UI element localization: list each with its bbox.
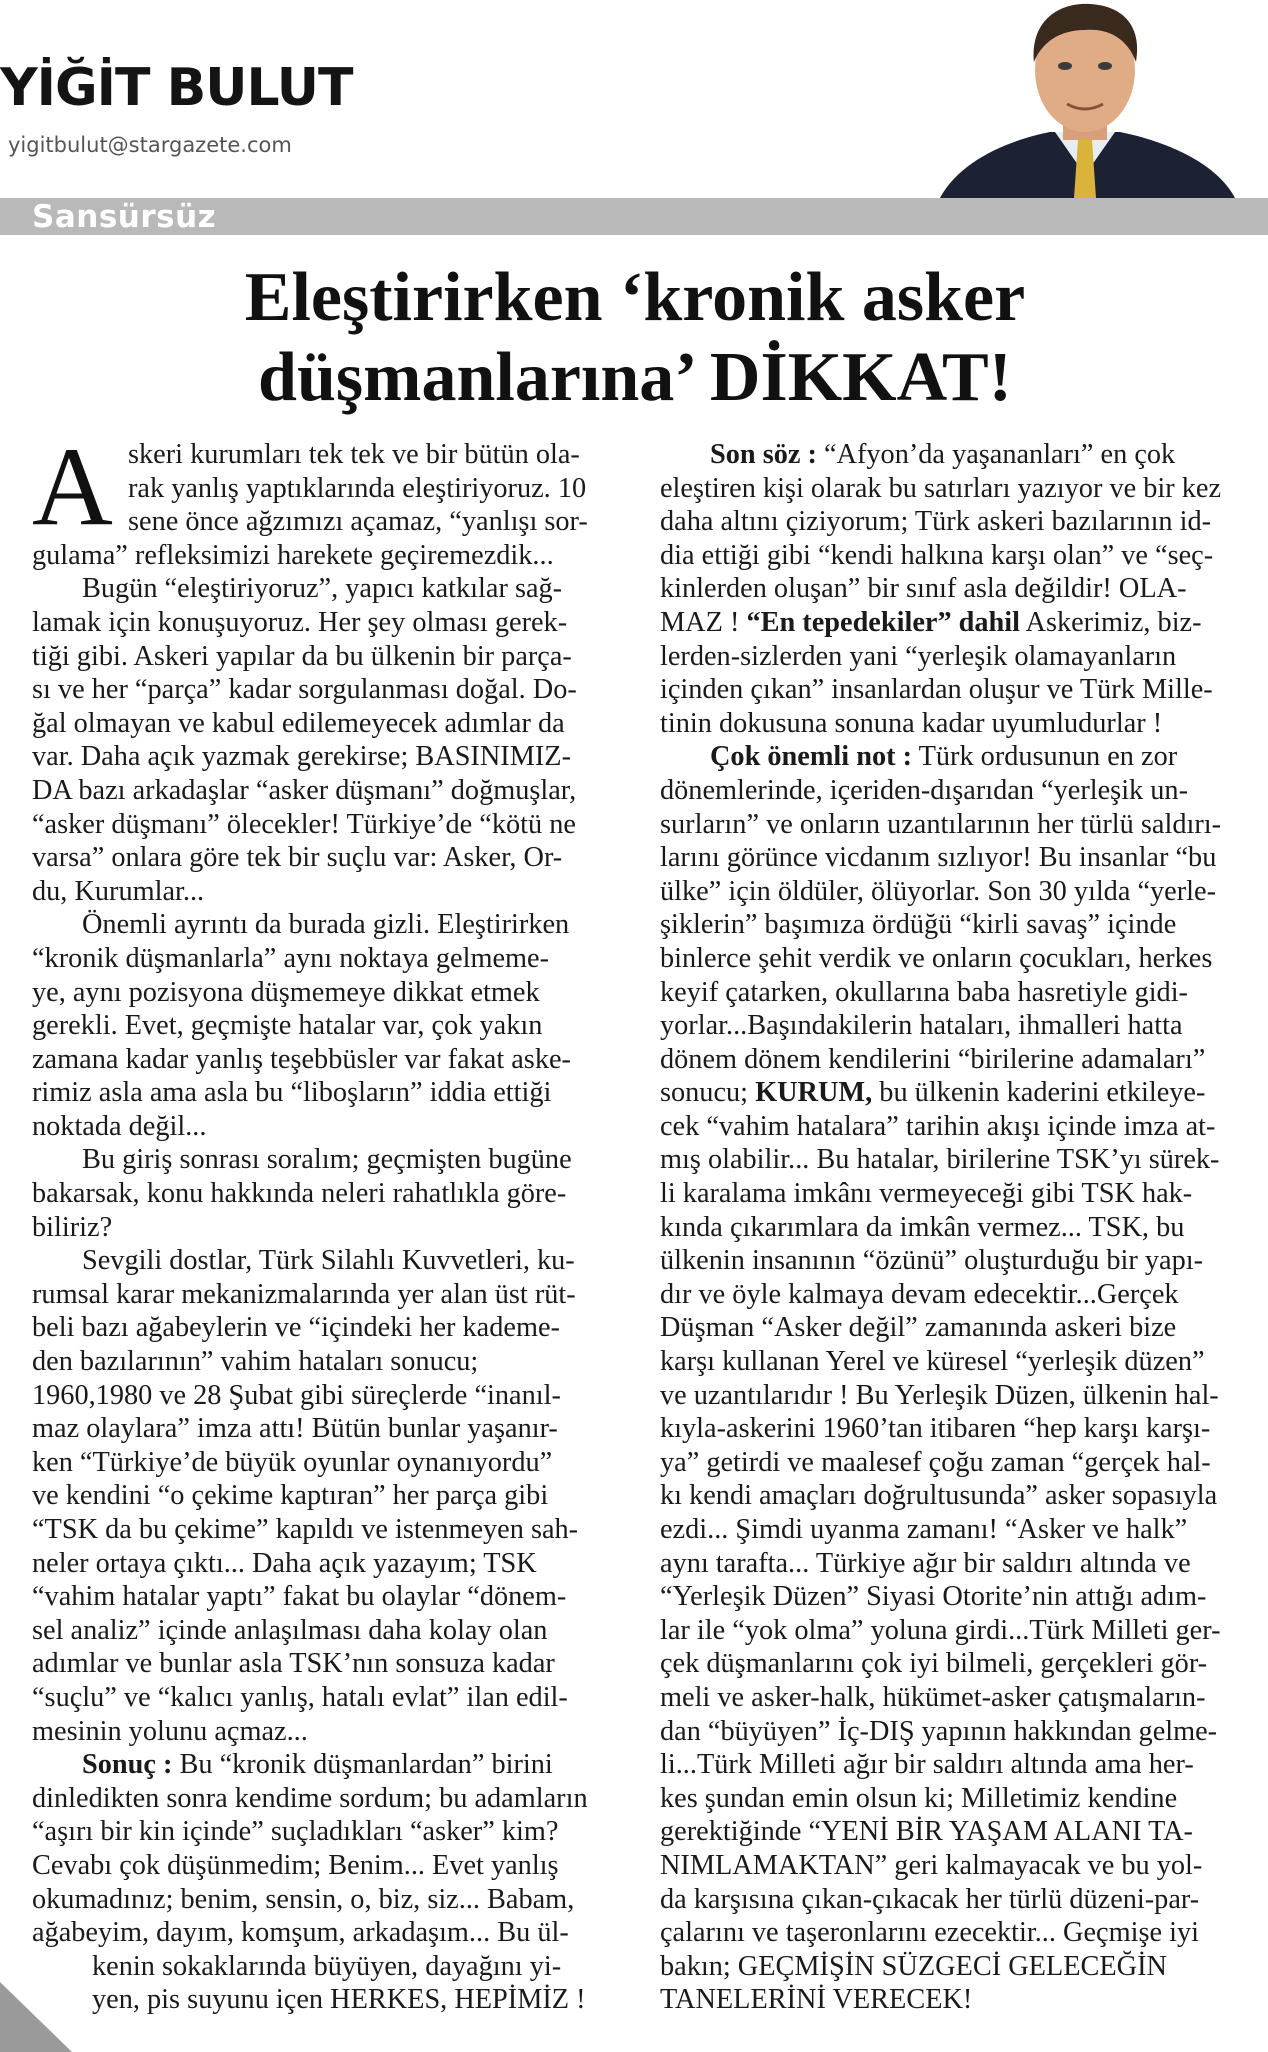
- article-line: li karalama imkânı vermeyeceği gibi TSK hak-: [660, 1178, 1193, 1210]
- author-name: YİĞİT BULUT: [0, 58, 353, 118]
- article-line: keyif çatarken, okullarına baba hasretiyle gidi-: [660, 976, 1188, 1008]
- article-line: dia ettiği gibi “kendi halkına karşı olan” ve “seç-: [660, 539, 1214, 571]
- article-line: ve uzantılarıdır ! Bu Yerleşik Düzen, ülkenin hal-: [660, 1379, 1219, 1411]
- article-line: bakarsak, konu hakkında neleri rahatlıkla göre-: [32, 1178, 567, 1210]
- article-line: noktada değil...: [32, 1110, 207, 1142]
- article-line: beli bazı ağabeylerin ve “içindeki her kademe-: [32, 1312, 560, 1344]
- article-line: çek düşmanlarını çok iyi bilmeli, gerçekleri gör-: [660, 1648, 1208, 1680]
- article-line: bakın; GEÇMİŞİN SÜZGECİ GELECEĞİN: [660, 1950, 1167, 1982]
- article-line: DA bazı arkadaşlar “asker düşmanı” doğmuşlar,: [32, 774, 577, 806]
- article-line: kenin sokaklarında büyüyen, dayağını yi-: [92, 1950, 562, 1982]
- article-line: dan “büyüyen” İç-DIŞ yapının hakkından gelme-: [660, 1715, 1218, 1747]
- article-line: “vahim hatalar yaptı” fakat bu olaylar “dönem-: [32, 1581, 567, 1613]
- author-email[interactable]: yigitbulut@stargazete.com: [8, 133, 292, 157]
- article-line: biliriz?: [32, 1211, 113, 1243]
- article-line: rumsal karar mekanizmalarında yer alan üst rüt-: [32, 1278, 576, 1310]
- article-line: [32, 1748, 616, 1782]
- article-text: Askerimiz, biz-: [1020, 606, 1202, 638]
- article-line: rimiz asla ama asla bu “liboşların” iddia ettiği: [32, 1077, 552, 1109]
- column-name: Sansürsüz: [32, 199, 217, 235]
- article-line: ve kendini “o çekime kaptıran” her parça gibi: [32, 1480, 549, 1512]
- article-line: larını görünce vicdanım sızlıyor! Bu insanlar “bu: [660, 842, 1217, 874]
- article-line: [660, 1076, 1240, 1110]
- headline-line-2: düşmanlarına’ DİKKAT!: [258, 339, 1012, 416]
- triangle-corner-icon: [0, 1982, 72, 2052]
- article-text: MAZ !: [660, 606, 747, 638]
- article-line: Cevabı çok düşünmedim; Benim... Evet yanlış: [32, 1849, 559, 1881]
- article-line: kında çıkarımlara da imkân vermez... TSK, bu: [660, 1211, 1185, 1243]
- article-line: çalarını ve taşeronlarını ezecektir... Geçmişe iyi: [660, 1917, 1199, 1949]
- dropcap: A: [32, 425, 113, 549]
- author-photo: [930, 0, 1240, 198]
- headline: [40, 258, 1230, 418]
- article-line: tinin dokusuna sonuna kadar uyumludurlar !: [660, 707, 1163, 739]
- article-line: var. Daha açık yazmak gerekirse; BASINIMIZ-: [32, 741, 572, 773]
- article-line: [660, 438, 1240, 472]
- article-line: mış olabilir... Bu hatalar, birilerine TSK’yı sürek-: [660, 1144, 1220, 1176]
- article-line: sene önce ağzımızı açamaz, “yanlışı sor-: [128, 506, 588, 538]
- article-line: maz olaylara” imza attı! Bütün bunlar yaşanır-: [32, 1413, 558, 1445]
- article-line: şiklerin” başımıza ördüğü “kirli savaş” içinde: [660, 909, 1177, 941]
- lead-in-bold: Son söz :: [710, 439, 817, 470]
- article-line: meli ve asker-halk, hükümet-asker çatışmaların-: [660, 1681, 1206, 1713]
- article-line: li...Türk Milleti ağır bir saldırı altında ama her-: [660, 1749, 1194, 1781]
- article-line: okumadınız; benim, sensin, o, biz, siz... Babam,: [32, 1883, 575, 1915]
- article-line: dönemlerinde, içeriden-dışarıdan “yerleşik un-: [660, 774, 1188, 806]
- emphasis-bold: “En tepedekiler” dahil: [746, 606, 1021, 638]
- article-line: yen, pis suyunu içen HERKES, HEPİMİZ !: [92, 1984, 586, 2016]
- article-line: gulama” refleksimizi harekete geçiremezdik...: [32, 539, 554, 571]
- article-line: eleştiren kişi olarak bu satırları yazıyor ve bir kez: [660, 472, 1222, 504]
- article-line: dinledikten sonra kendime sordum; bu adamların: [32, 1782, 588, 1814]
- article-text: bu ülkenin kaderini etkileye-: [872, 1077, 1206, 1109]
- article-line: [660, 606, 1240, 640]
- article-line: tiği gibi. Askeri yapılar da bu ülkenin bir parça-: [32, 640, 572, 672]
- article-line: da karşısına çıkan-çıkacak her türlü düzeni-par-: [660, 1883, 1200, 1915]
- article-line: ülkenin insanının “özünü” oluşturduğu bir yapı-: [660, 1245, 1204, 1277]
- article-line: daha altını çiziyorum; Türk askeri bazılarının id-: [660, 506, 1212, 538]
- article-text: Türk ordusunun en zor: [912, 741, 1178, 773]
- article-line: Bugün “eleştiriyoruz”, yapıcı katkılar sağ-: [82, 573, 563, 605]
- article-line: du, Kurumlar...: [32, 875, 205, 907]
- lead-in-bold: Sonuç :: [82, 1749, 173, 1781]
- article-line: sı ve her “parça” kadar sorgulanması doğal. Do-: [32, 674, 577, 706]
- article-line: lerden-sizlerden yani “yerleşik olamayanların: [660, 640, 1177, 672]
- article-line: gerektiğinde “YENİ BİR YAŞAM ALANI TA-: [660, 1816, 1193, 1848]
- article-line: zamana kadar yanlış teşebbüsler var fakat aske-: [32, 1043, 571, 1075]
- article-line: ken “Türkiye’de büyük oyunlar oynanıyordu”: [32, 1446, 553, 1478]
- article-line: kes şundan emin olsun ki; Milletimiz kendine: [660, 1782, 1178, 1814]
- article-line: [660, 740, 1240, 774]
- lead-in-bold: Çok önemli not :: [710, 741, 913, 773]
- article-line: NIMLAMAKTAN” geri kalmayacak ve bu yol-: [660, 1849, 1203, 1881]
- article-line: karşı kullanan Yerel ve küresel “yerleşik düzen”: [660, 1346, 1205, 1378]
- article-line: yorlar...Başındakilerin hataları, ihmalleri hatta: [660, 1010, 1183, 1042]
- article-line: “kronik düşmanlarla” aynı noktaya gelmeme-: [32, 942, 550, 974]
- article-line: dönem dönem kendilerini “birilerine adamaları”: [660, 1043, 1206, 1075]
- article-line: “asker düşmanı” ölecekler! Türkiye’de “kötü ne: [32, 808, 576, 840]
- article-line: varsa” onlara göre tek bir suçlu var: Asker, Or-: [32, 842, 563, 874]
- article-line: Düşman “Asker değil” zamanında askeri bize: [660, 1312, 1177, 1344]
- article-line: rak yanlış yaptıklarında eleştiriyoruz. 10: [128, 472, 587, 504]
- left-column: [32, 425, 616, 2017]
- article-line: gerekli. Evet, geçmişte hatalar var, çok yakın: [32, 1010, 543, 1042]
- article-line: kı kendi amaçları doğrultusunda” asker sopasıyla: [660, 1480, 1218, 1512]
- article-line: Bu giriş sonrası soralım; geçmişten bugüne: [82, 1144, 572, 1176]
- article-line: “suçlu” ve “kalıcı yanlış, hatalı evlat” ilan edil-: [32, 1681, 568, 1713]
- article-line: surların” ve onların uzantılarının her türlü saldırı-: [660, 808, 1222, 840]
- article-line: dır ve öyle kalmaya devam edecektir...Gerçek: [660, 1278, 1179, 1310]
- article-line: adımlar ve bunlar asla TSK’nın sonsuza kadar: [32, 1648, 555, 1680]
- article-line: Sevgili dostlar, Türk Silahlı Kuvvetleri, ku-: [82, 1245, 575, 1277]
- emphasis-bold: KURUM,: [755, 1077, 873, 1109]
- article-line: “aşırı bir kin içinde” suçladıkları “asker” kim?: [32, 1816, 559, 1848]
- article-line: kıyla-askerini 1960’tan itibaren “hep karşı karşı-: [660, 1413, 1211, 1445]
- article-line: ülke” için öldüler, ölüyorlar. Son 30 yılda “yerle-: [660, 875, 1217, 907]
- article-line: “Yerleşik Düzen” Siyasi Otorite’nin attığı adım-: [660, 1581, 1207, 1613]
- article-line: TANELERİNİ VERECEK!: [660, 1984, 973, 2016]
- headline-line-1: Eleştirirken ‘kronik asker: [244, 259, 1026, 336]
- article-line: ya” getirdi ve maalesef çoğu zaman “gerçek hal-: [660, 1446, 1211, 1478]
- article-line: 1960,1980 ve 28 Şubat gibi süreçlerde “inanıl-: [32, 1379, 561, 1411]
- article-line: ezdi... Şimdi uyanma zamanı! “Asker ve halk”: [660, 1514, 1188, 1545]
- article-line: sel analiz” içinde anlaşılması daha kolay olan: [32, 1614, 548, 1646]
- article-line: mesinin yolunu açmaz...: [32, 1715, 308, 1747]
- article-line: cek “vahim hatalara” tarihin akışı içinde imza at-: [660, 1110, 1216, 1142]
- article-line: ağabeyim, dayım, komşum, arkadaşım... Bu ül-: [32, 1917, 569, 1949]
- article-line: “TSK da bu çekime” kapıldı ve istenmeyen sah-: [32, 1514, 579, 1545]
- article-line: lar ile “yok olma” yoluna girdi...Türk Milleti ger-: [660, 1614, 1221, 1646]
- article-line: ğal olmayan ve kabul edilemeyecek adımlar da: [32, 707, 565, 739]
- article-text: Bu “kronik düşmanlardan” birini: [172, 1749, 553, 1781]
- article-line: Önemli ayrıntı da burada gizli. Eleştirirken: [82, 909, 570, 941]
- article-line: lamak için konuşuyoruz. Her şey olması gerek-: [32, 606, 568, 638]
- article-line: den bazılarının” vahim hataları sonucu;: [32, 1346, 479, 1378]
- article-line: binlerce şehit verdik ve onların çocukları, herkes: [660, 942, 1213, 974]
- article-line: kinlerden oluşan” bir sınıf asla değildir! OLA-: [660, 573, 1187, 605]
- right-column: [660, 438, 1240, 2017]
- article-line: ye, aynı pozisyona düşmemeye dikkat etmek: [32, 976, 540, 1008]
- article-line: skeri kurumları tek tek ve bir bütün ola-: [128, 439, 580, 470]
- article-line: aynı tarafta... Türkiye ağır bir saldırı altında ve: [660, 1547, 1191, 1579]
- article-text: sonucu;: [660, 1077, 756, 1109]
- article-line: içinden çıkan” insanlardan oluşur ve Türk Mille-: [660, 674, 1213, 706]
- article-line: neler ortaya çıktı... Daha açık yazayım; TSK: [32, 1547, 537, 1579]
- article-text: “Afyon’da yaşananları” en çok: [816, 439, 1176, 470]
